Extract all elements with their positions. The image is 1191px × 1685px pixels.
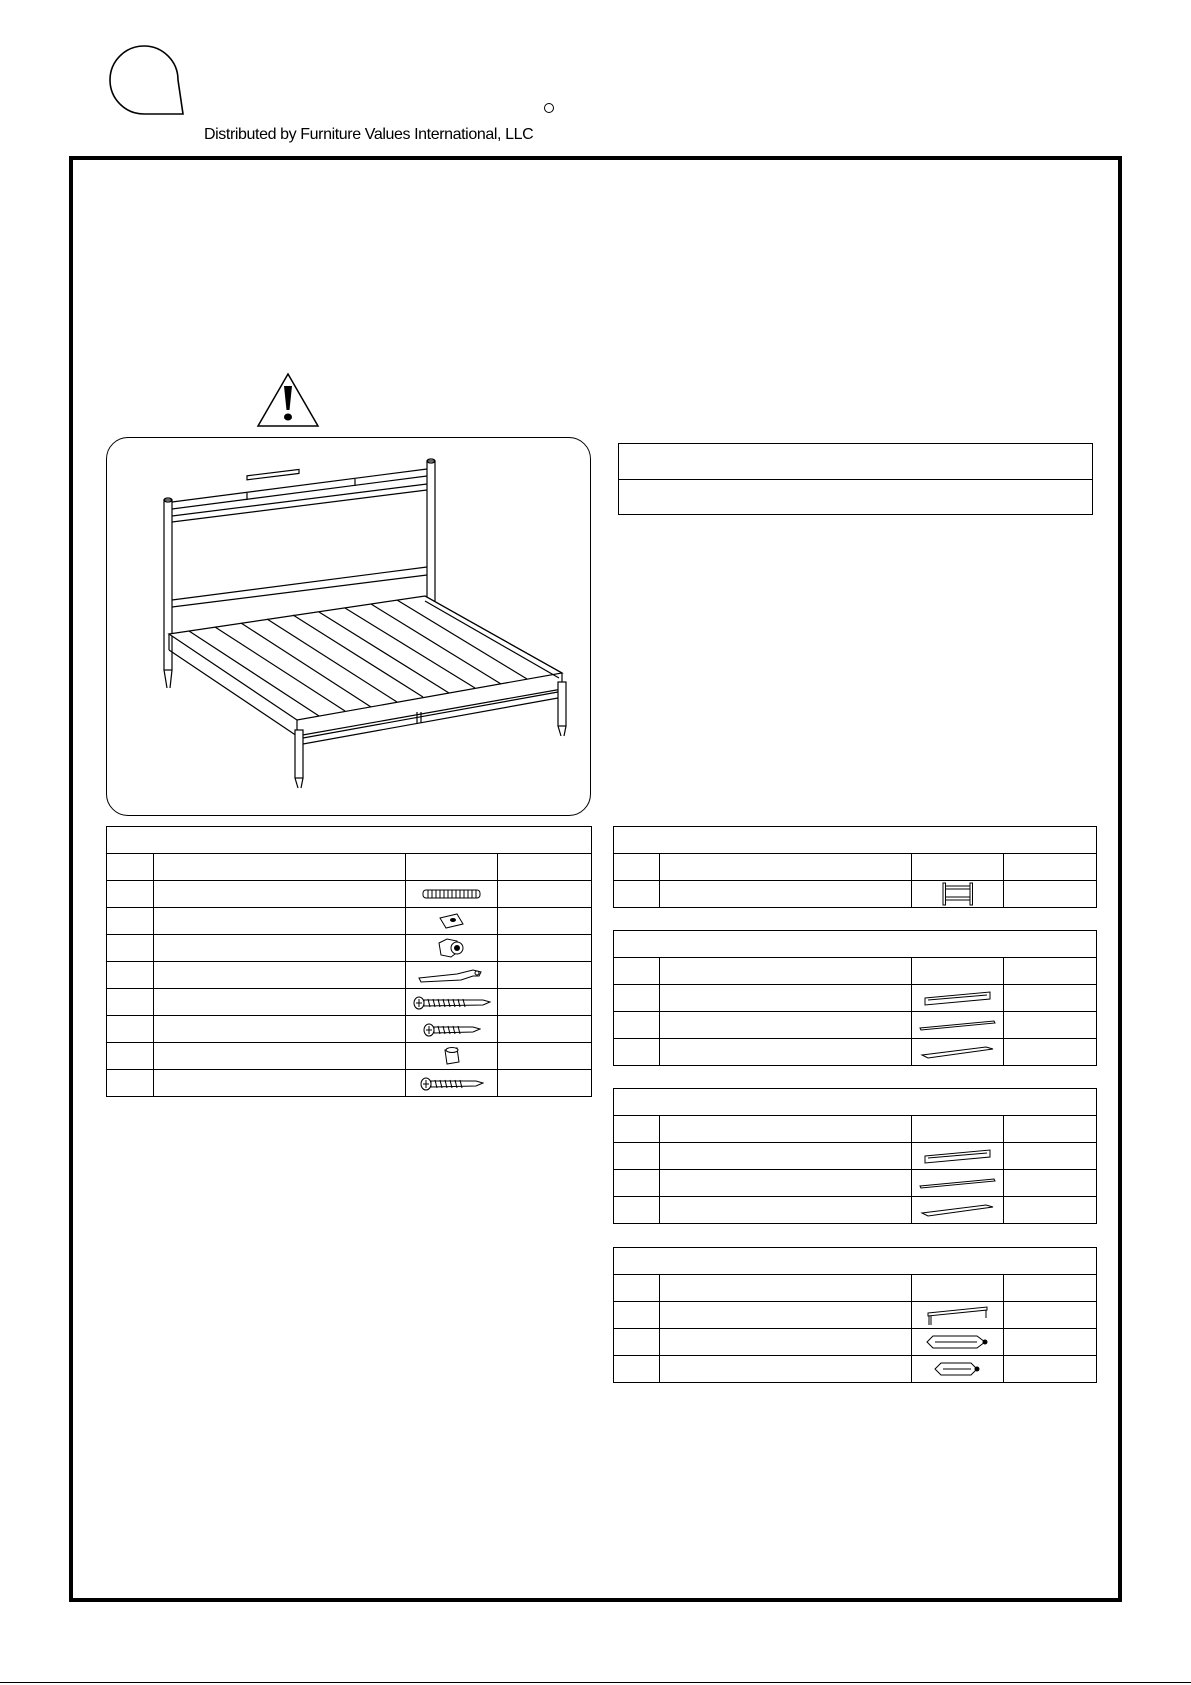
table-row bbox=[614, 1039, 1097, 1066]
table-row bbox=[107, 989, 592, 1016]
table-row bbox=[107, 935, 592, 962]
table-header-row bbox=[614, 854, 1097, 881]
box-table-3 bbox=[613, 1088, 1097, 1224]
slat-icon bbox=[918, 1175, 998, 1191]
flat-slat-icon bbox=[920, 1043, 996, 1061]
table-title-row bbox=[614, 1248, 1097, 1275]
table-row bbox=[614, 1143, 1097, 1170]
table-row bbox=[107, 1016, 592, 1043]
table-row bbox=[614, 1170, 1097, 1197]
table-row bbox=[614, 1329, 1097, 1356]
hardware-table bbox=[106, 826, 592, 1097]
info-box-row bbox=[619, 444, 1092, 480]
headboard-icon bbox=[940, 881, 976, 907]
bed-illustration-panel bbox=[106, 437, 591, 816]
bolt-icon bbox=[422, 887, 482, 901]
distributor-label: Distributed by Furniture Values International, LLC bbox=[204, 126, 534, 143]
side-rail-icon bbox=[922, 1146, 994, 1166]
slat-icon bbox=[918, 1017, 998, 1033]
table-row bbox=[614, 1012, 1097, 1039]
washer-icon bbox=[437, 912, 467, 930]
short-leg-icon bbox=[933, 1358, 983, 1380]
side-rail-icon bbox=[922, 988, 994, 1008]
table-row bbox=[107, 1043, 592, 1070]
droplet-outline-icon bbox=[100, 38, 190, 118]
table-header-row bbox=[614, 1116, 1097, 1143]
table-title-row bbox=[614, 827, 1097, 854]
warning-triangle-icon bbox=[256, 372, 320, 428]
registered-circle-mark bbox=[544, 103, 554, 113]
box-table-4 bbox=[613, 1247, 1097, 1383]
table-row bbox=[614, 1302, 1097, 1329]
short-screw-icon bbox=[423, 1020, 481, 1038]
screw-icon bbox=[420, 1074, 484, 1092]
center-rail-icon bbox=[925, 1303, 991, 1327]
barrel-nut-icon bbox=[435, 937, 469, 959]
table-header-row bbox=[107, 854, 592, 881]
table-row bbox=[614, 1356, 1097, 1383]
table-row bbox=[107, 881, 592, 908]
table-header-row bbox=[614, 958, 1097, 985]
flat-slat-icon bbox=[920, 1201, 996, 1219]
table-row bbox=[614, 881, 1097, 908]
platform-bed-illustration bbox=[107, 438, 591, 816]
info-box bbox=[618, 443, 1093, 515]
table-title-row bbox=[107, 827, 592, 854]
box-table-1 bbox=[613, 826, 1097, 908]
table-row bbox=[107, 1070, 592, 1097]
allen-wrench-icon bbox=[417, 966, 487, 984]
table-row bbox=[107, 908, 592, 935]
long-screw-icon bbox=[413, 993, 491, 1011]
table-row bbox=[614, 985, 1097, 1012]
page-bottom-rule bbox=[0, 1682, 1191, 1683]
cap-icon bbox=[441, 1046, 463, 1066]
table-row bbox=[107, 962, 592, 989]
table-title-row bbox=[614, 931, 1097, 958]
table-title-row bbox=[614, 1089, 1097, 1116]
table-header-row bbox=[614, 1275, 1097, 1302]
leg-icon bbox=[925, 1331, 991, 1353]
table-row bbox=[614, 1197, 1097, 1224]
box-table-2 bbox=[613, 930, 1097, 1066]
